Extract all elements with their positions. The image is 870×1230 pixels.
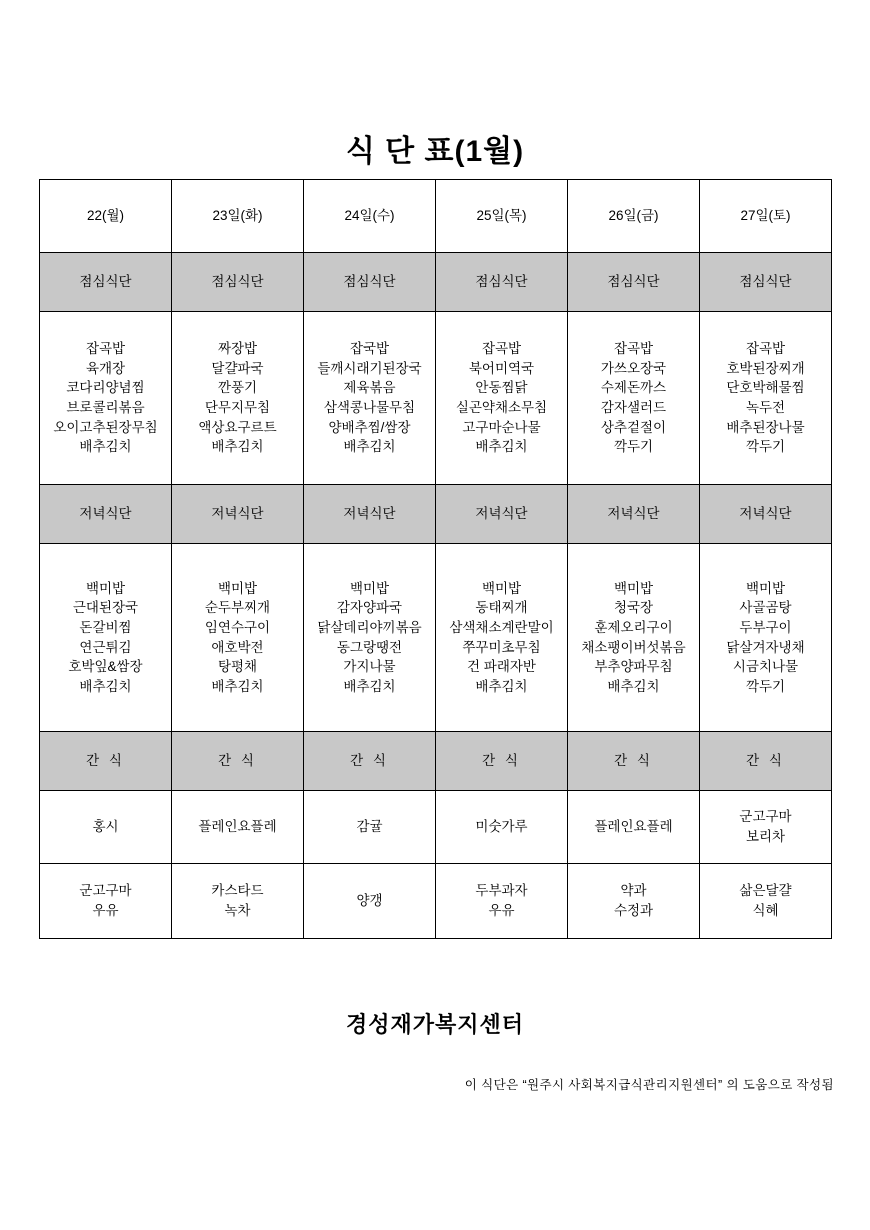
snack-cell: 감귤 [304, 791, 436, 864]
lunch-label-cell: 점심식단 [568, 253, 700, 312]
snack-cell: 카스타드 녹차 [172, 864, 304, 939]
lunch-label-cell: 점심식단 [172, 253, 304, 312]
snack-label-cell: 간 식 [436, 732, 568, 791]
dinner-label-cell: 저녁식단 [172, 485, 304, 544]
dinner-label-cell: 저녁식단 [700, 485, 832, 544]
lunch-menu-cell: 잡곡밥 육개장 코다리양념찜 브로콜리볶음 오이고추된장무침 배추김치 [40, 312, 172, 485]
lunch-menu-cell: 짜장밥 달걀파국 깐풍기 단무지무침 액상요구르트 배추김치 [172, 312, 304, 485]
table-row-lunch-menu [40, 312, 832, 485]
table-row-dinner-menu [40, 544, 832, 732]
snack-cell: 양갱 [304, 864, 436, 939]
table-row-snack-one [40, 791, 832, 864]
dinner-label-cell: 저녁식단 [436, 485, 568, 544]
snack-cell: 홍시 [40, 791, 172, 864]
snack-label-cell: 간 식 [700, 732, 832, 791]
snack-cell: 약과 수정과 [568, 864, 700, 939]
day-header-cell: 27일(토) [700, 180, 832, 253]
dinner-menu-cell: 백미밥 순두부찌개 임연수구이 애호박전 탕평채 배추김치 [172, 544, 304, 732]
lunch-menu-cell: 잡국밥 들깨시래기된장국 제육볶음 삼색콩나물무침 양배추찜/쌈장 배추김치 [304, 312, 436, 485]
day-header-cell: 24일(수) [304, 180, 436, 253]
center-name: 경성재가복지센터 [345, 1012, 525, 1037]
day-header-cell: 26일(금) [568, 180, 700, 253]
dinner-label-cell: 저녁식단 [304, 485, 436, 544]
table-row-day-headers [40, 180, 832, 253]
dinner-menu-cell: 백미밥 동태찌개 삼색채소계란말이 쭈꾸미초무침 건 파래자반 배추김치 [436, 544, 568, 732]
lunch-label-cell: 점심식단 [304, 253, 436, 312]
weekly-menu-table [39, 179, 832, 939]
footnote-text: 이 식단은 “원주시 사회복지급식관리지원센터” 의 도움으로 작성됨 [464, 1078, 834, 1092]
snack-label-cell: 간 식 [172, 732, 304, 791]
page-title: 식 단 표(1월) [345, 135, 525, 168]
dinner-label-cell: 저녁식단 [40, 485, 172, 544]
day-header-cell: 22(월) [40, 180, 172, 253]
lunch-label-cell: 점심식단 [436, 253, 568, 312]
snack-label-cell: 간 식 [304, 732, 436, 791]
lunch-menu-cell: 잡곡밥 가쓰오장국 수제돈까스 감자샐러드 상추겉절이 깍두기 [568, 312, 700, 485]
dinner-label-cell: 저녁식단 [568, 485, 700, 544]
dinner-menu-cell: 백미밥 근대된장국 돈갈비찜 연근튀김 호박잎&쌈장 배추김치 [40, 544, 172, 732]
snack-cell: 삶은달걀 식혜 [700, 864, 832, 939]
table-row-lunch-label [40, 253, 832, 312]
lunch-menu-cell: 잡곡밥 북어미역국 안동찜닭 실곤약채소무침 고구마순나물 배추김치 [436, 312, 568, 485]
lunch-label-cell: 점심식단 [700, 253, 832, 312]
day-header-cell: 23일(화) [172, 180, 304, 253]
snack-cell: 플레인요플레 [568, 791, 700, 864]
snack-cell: 군고구마 보리차 [700, 791, 832, 864]
table-row-snack-label [40, 732, 832, 791]
snack-label-cell: 간 식 [40, 732, 172, 791]
table-row-dinner-label [40, 485, 832, 544]
lunch-label-cell: 점심식단 [40, 253, 172, 312]
snack-cell: 미숫가루 [436, 791, 568, 864]
dinner-menu-cell: 백미밥 사골곰탕 두부구이 닭살겨자냉채 시금치나물 깍두기 [700, 544, 832, 732]
dinner-menu-cell: 백미밥 청국장 훈제오리구이 채소팽이버섯볶음 부추양파무침 배추김치 [568, 544, 700, 732]
snack-cell: 플레인요플레 [172, 791, 304, 864]
snack-label-cell: 간 식 [568, 732, 700, 791]
table-row-snack-two [40, 864, 832, 939]
lunch-menu-cell: 잡곡밥 호박된장찌개 단호박해물찜 녹두전 배추된장나물 깍두기 [700, 312, 832, 485]
day-header-cell: 25일(목) [436, 180, 568, 253]
snack-cell: 두부과자 우유 [436, 864, 568, 939]
dinner-menu-cell: 백미밥 감자양파국 닭살데리야끼볶음 동그랑땡전 가지나물 배추김치 [304, 544, 436, 732]
snack-cell: 군고구마 우유 [40, 864, 172, 939]
